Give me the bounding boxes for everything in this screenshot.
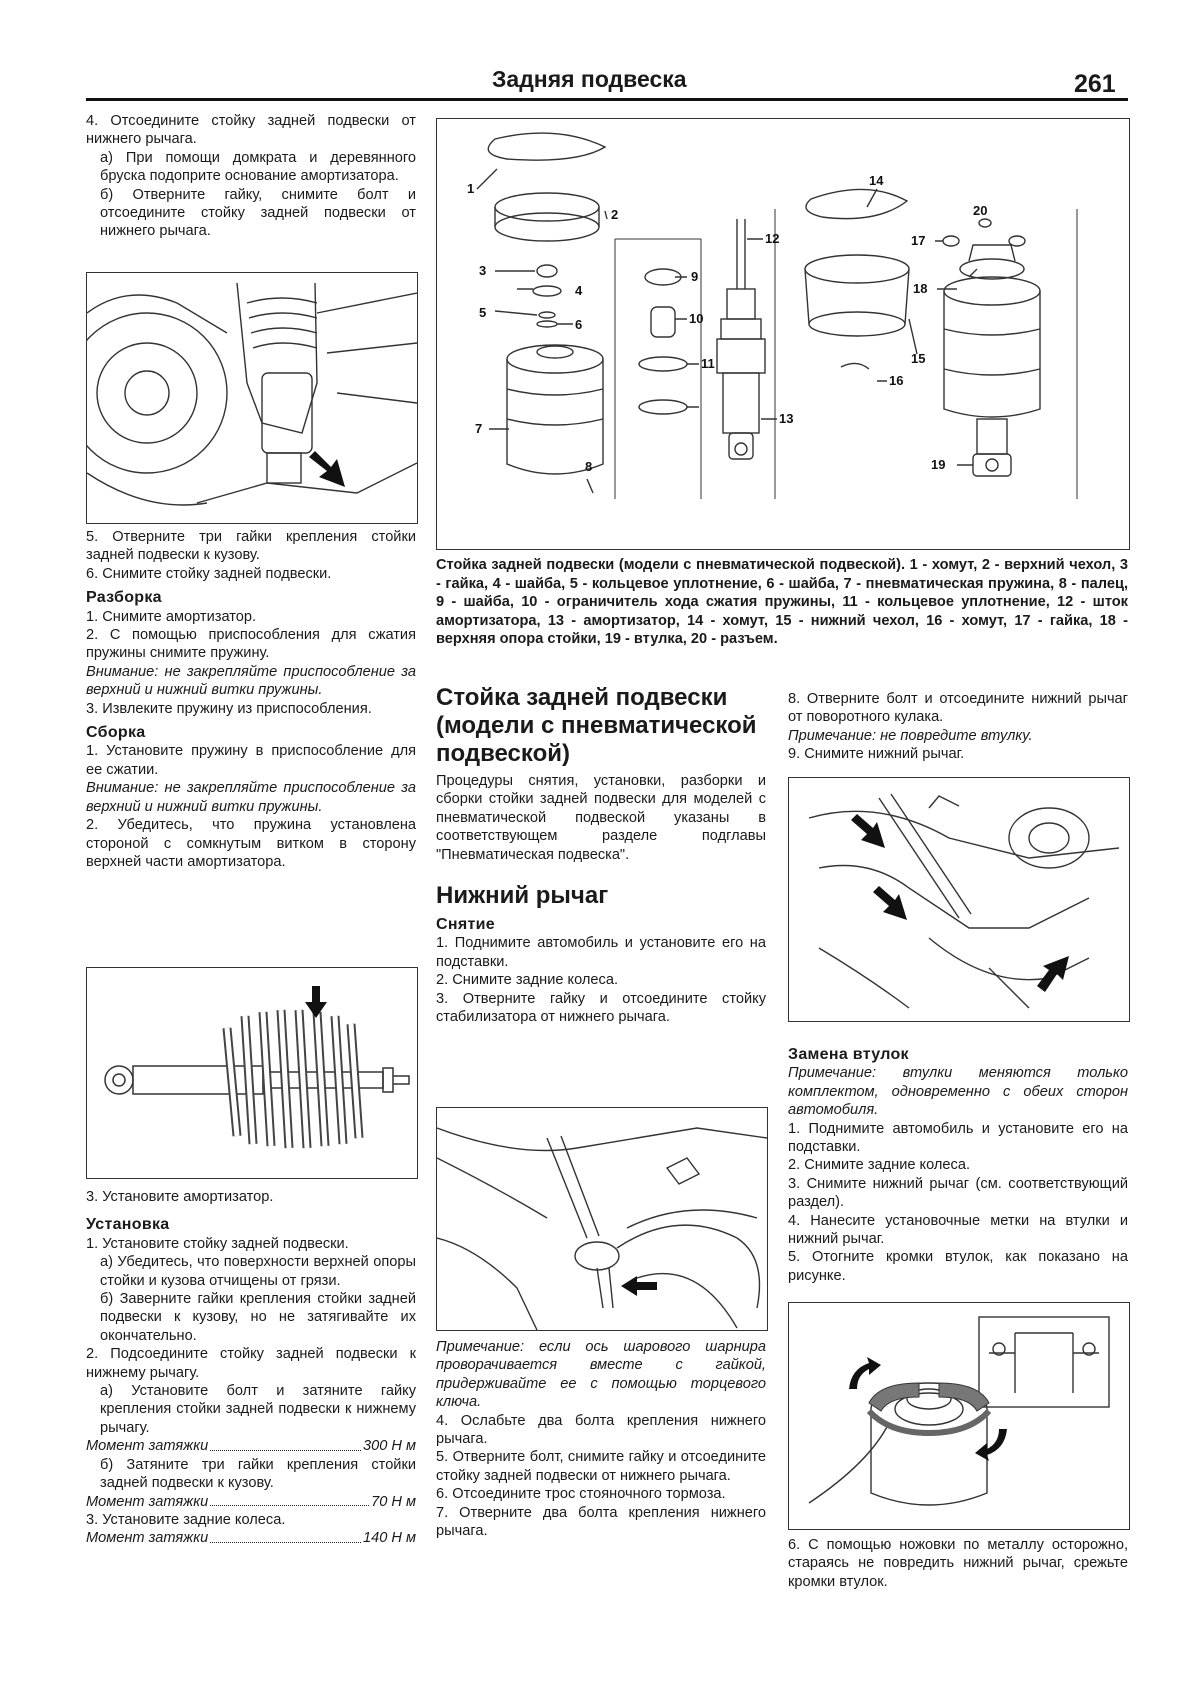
- section-heading-bushing-replacement: Замена втулок: [788, 1046, 909, 1063]
- step-text: 2. Убедитесь, что пружина установлена стороной с сомкнутым витком в сторону верхней части амортизатора.: [86, 817, 416, 870]
- section-heading-installation: Установка: [86, 1216, 170, 1234]
- lower-arm-illustration: [788, 777, 1130, 1022]
- step-text: 3. Отверните гайку и отсоедините стойку стабилизатора от нижнего рычага.: [436, 990, 766, 1026]
- curved-arrow-icon: [975, 1429, 1007, 1461]
- left-intro: [86, 112, 416, 241]
- left-installation: [86, 1188, 416, 1548]
- step-text: 5. Отверните три гайки крепления стойки задней подвески к кузову.: [86, 529, 416, 564]
- middle-column-lower: [436, 1338, 766, 1540]
- step-text: б) Отверните гайку, снимите болт и отсоедините стойку задней подвески от нижнего рычага.: [100, 186, 416, 240]
- callout-label: 14: [869, 173, 884, 188]
- section-title-lower-arm: Нижний рычаг: [436, 882, 609, 910]
- curved-arrow-icon: [849, 1357, 881, 1389]
- callout-label: 9: [691, 269, 699, 284]
- callout-label: 1: [467, 181, 475, 196]
- step-text: а) Установите болт и затяните гайку крепления стойки задней подвески к нижнему рычагу.: [100, 1383, 416, 1436]
- note-text: Примечание: втулки меняются только комплектом, одновременно с обеих сторон автомобиля.: [788, 1065, 1128, 1119]
- step-text: 4. Ослабьте два болта крепления нижнего рычага.: [436, 1412, 766, 1448]
- header-rule: [86, 98, 1128, 101]
- step-text: 1. Поднимите автомобиль и установите его на подставки.: [436, 935, 766, 970]
- torque-label: Момент затяжки: [86, 1493, 209, 1510]
- right-column-bottom: [788, 1536, 1128, 1591]
- torque-label: Момент затяжки: [86, 1530, 209, 1547]
- subsection-heading-removal: Снятие: [436, 916, 495, 934]
- bushing-illustration: [788, 1302, 1130, 1530]
- torque-spec: [86, 1529, 416, 1547]
- callout-label: 19: [931, 457, 946, 472]
- step-text: 5. Отогните кромки втулок, как показано на рисунке.: [788, 1249, 1128, 1284]
- step-text: а) Убедитесь, что поверхности верхней опоры стойки и кузова отчищены от грязи.: [100, 1254, 416, 1289]
- step-text: 1. Установите пружину в приспособление для ее сжатии.: [86, 743, 416, 778]
- step-text: 3. Установите амортизатор.: [86, 1189, 274, 1205]
- right-column-bushings: [788, 1040, 1128, 1285]
- step-text: б) Заверните гайки крепления стойки задней подвески к кузову, но не затягивайте их окончательно.: [100, 1291, 416, 1344]
- callout-label: 15: [911, 351, 926, 366]
- diagram-caption: Стойка задней подвески (модели с пневматической подвеской). 1 - хомут, 2 - верхний чехол, 3 - гайка, 4 - шайба, 5 - кольцевое уплотнение, 6 - шайба, 7 - пневматическая пружина, 8 - палец, 9 - шайба, 10 - ограничитель хода сжатия пружины, 11 - кольцевое уплотнение, 12 - шток амортизатора, 13 - амортизатор, 14 - хомут, 15 - нижний чехол, 16 - хомут, 17 - гайка, 18 - верхняя опора стойки, 19 - втулка, 20 - разъем.: [436, 557, 1128, 648]
- step-text: 6. Снимите стойку задней подвески.: [86, 565, 332, 582]
- arrow-icon: [1037, 956, 1069, 992]
- warning-text: Внимание: не закрепляйте приспособление за верхний и нижний витки пружины.: [86, 780, 416, 815]
- callout-label: 7: [475, 421, 483, 436]
- warning-text: Внимание: не закрепляйте приспособление за верхний и нижний витки пружины.: [86, 663, 416, 699]
- left-after-fig1: [86, 528, 416, 871]
- shock-spring-illustration: [86, 967, 418, 1179]
- callout-label: 3: [479, 263, 487, 278]
- section-title-air-strut: Стойка задней подвески (модели с пневматической подвеской): [436, 684, 757, 767]
- step-text: 6. Отсоедините трос стояночного тормоза.: [436, 1486, 726, 1503]
- callout-label: 11: [701, 356, 715, 371]
- section-heading-disassembly: Разборка: [86, 589, 162, 607]
- step-text: 2. Подсоедините стойку задней подвески к нижнему рычагу.: [86, 1346, 416, 1381]
- note-text: Примечание: если ось шарового шарнира проворачивается вместе с гайкой, придерживайте ее с помощью торцевого ключа.: [436, 1339, 766, 1411]
- step-text: 3. Установите задние колеса.: [86, 1511, 286, 1528]
- torque-value: 140 Н м: [362, 1530, 416, 1547]
- page-number: 261: [1074, 70, 1116, 98]
- callout-label: 5: [479, 305, 487, 320]
- section-heading-assembly: Сборка: [86, 724, 146, 742]
- middle-column: [436, 684, 766, 1026]
- page-header-title: Задняя подвеска: [492, 66, 687, 92]
- torque-label: Момент затяжки: [86, 1438, 209, 1455]
- arrow-icon: [873, 886, 907, 920]
- callout-label: 2: [611, 207, 619, 222]
- step-text: 4. Нанесите установочные метки на втулки и нижний рычаг.: [788, 1212, 1128, 1248]
- callout-label: 4: [575, 283, 583, 298]
- step-text: 1. Снимите амортизатор.: [86, 608, 257, 625]
- brake-disc-shape: [87, 313, 227, 473]
- step-text: 9. Снимите нижний рычаг.: [788, 746, 965, 763]
- right-column-top: [788, 690, 1128, 764]
- step-text: 3. Извлеките пружину из приспособления.: [86, 700, 372, 717]
- torque-value: 70 Н м: [371, 1493, 416, 1510]
- callout-label: 17: [911, 233, 926, 248]
- torque-value: 300 Н м: [362, 1438, 416, 1455]
- step-text: б) Затяните три гайки крепления стойки задней подвески к кузову.: [100, 1456, 416, 1492]
- step-text: а) При помощи домкрата и деревянного бруска подоприте основание амортизатора.: [100, 149, 416, 185]
- arrow-icon: [851, 814, 885, 848]
- step-text: 7. Отверните два болта крепления нижнего рычага.: [436, 1504, 766, 1540]
- arrow-left-icon: [621, 1276, 657, 1296]
- torque-spec: [86, 1493, 416, 1511]
- torque-spec: [86, 1437, 416, 1455]
- section-text: Процедуры снятия, установки, разборки и сборки стойки задней подвески для моделей с пневматической подвеской указаны в соответствующем разделе подглавы "Пневматическая подвеска".: [436, 773, 766, 863]
- step-text: 8. Отверните болт и отсоедините нижний рычаг от поворотного кулака.: [788, 691, 1128, 726]
- callout-label: 16: [889, 373, 904, 388]
- stabilizer-link-illustration: [436, 1107, 768, 1331]
- step-text: 5. Отверните болт, снимите гайку и отсоедините стойку задней подвески от нижнего рычага.: [436, 1449, 766, 1484]
- arrow-down-icon: [305, 986, 327, 1018]
- step-text: 4. Отсоедините стойку задней подвески от нижнего рычага.: [86, 113, 416, 148]
- callout-label: 12: [765, 231, 780, 246]
- air-strut-exploded-diagram: [436, 118, 1130, 550]
- callout-label: 10: [689, 311, 704, 326]
- step-text: 2. С помощью приспособления для сжатия пружины снимите пружину.: [86, 627, 416, 662]
- step-text: 3. Снимите нижний рычаг (см. соответствующий раздел).: [788, 1175, 1128, 1211]
- step-text: 1. Поднимите автомобиль и установите его на подставки.: [788, 1120, 1128, 1156]
- step-text: 2. Снимите задние колеса.: [436, 972, 619, 989]
- strut-mount-illustration: [86, 272, 418, 524]
- note-text: Примечание: не повредите втулку.: [788, 727, 1033, 744]
- step-text: 1. Установите стойку задней подвески.: [86, 1235, 349, 1252]
- arrow-icon: [309, 451, 345, 487]
- step-text: 2. Снимите задние колеса.: [788, 1157, 971, 1174]
- callout-label: 8: [585, 459, 593, 474]
- callout-label: 20: [973, 203, 988, 218]
- step-text: 6. С помощью ножовки по металлу осторожно, стараясь не повредить нижний рычаг, срежьте кромки втулок.: [788, 1537, 1128, 1590]
- callout-label: 18: [913, 281, 928, 296]
- callout-label: 6: [575, 317, 583, 332]
- callout-label: 13: [779, 411, 794, 426]
